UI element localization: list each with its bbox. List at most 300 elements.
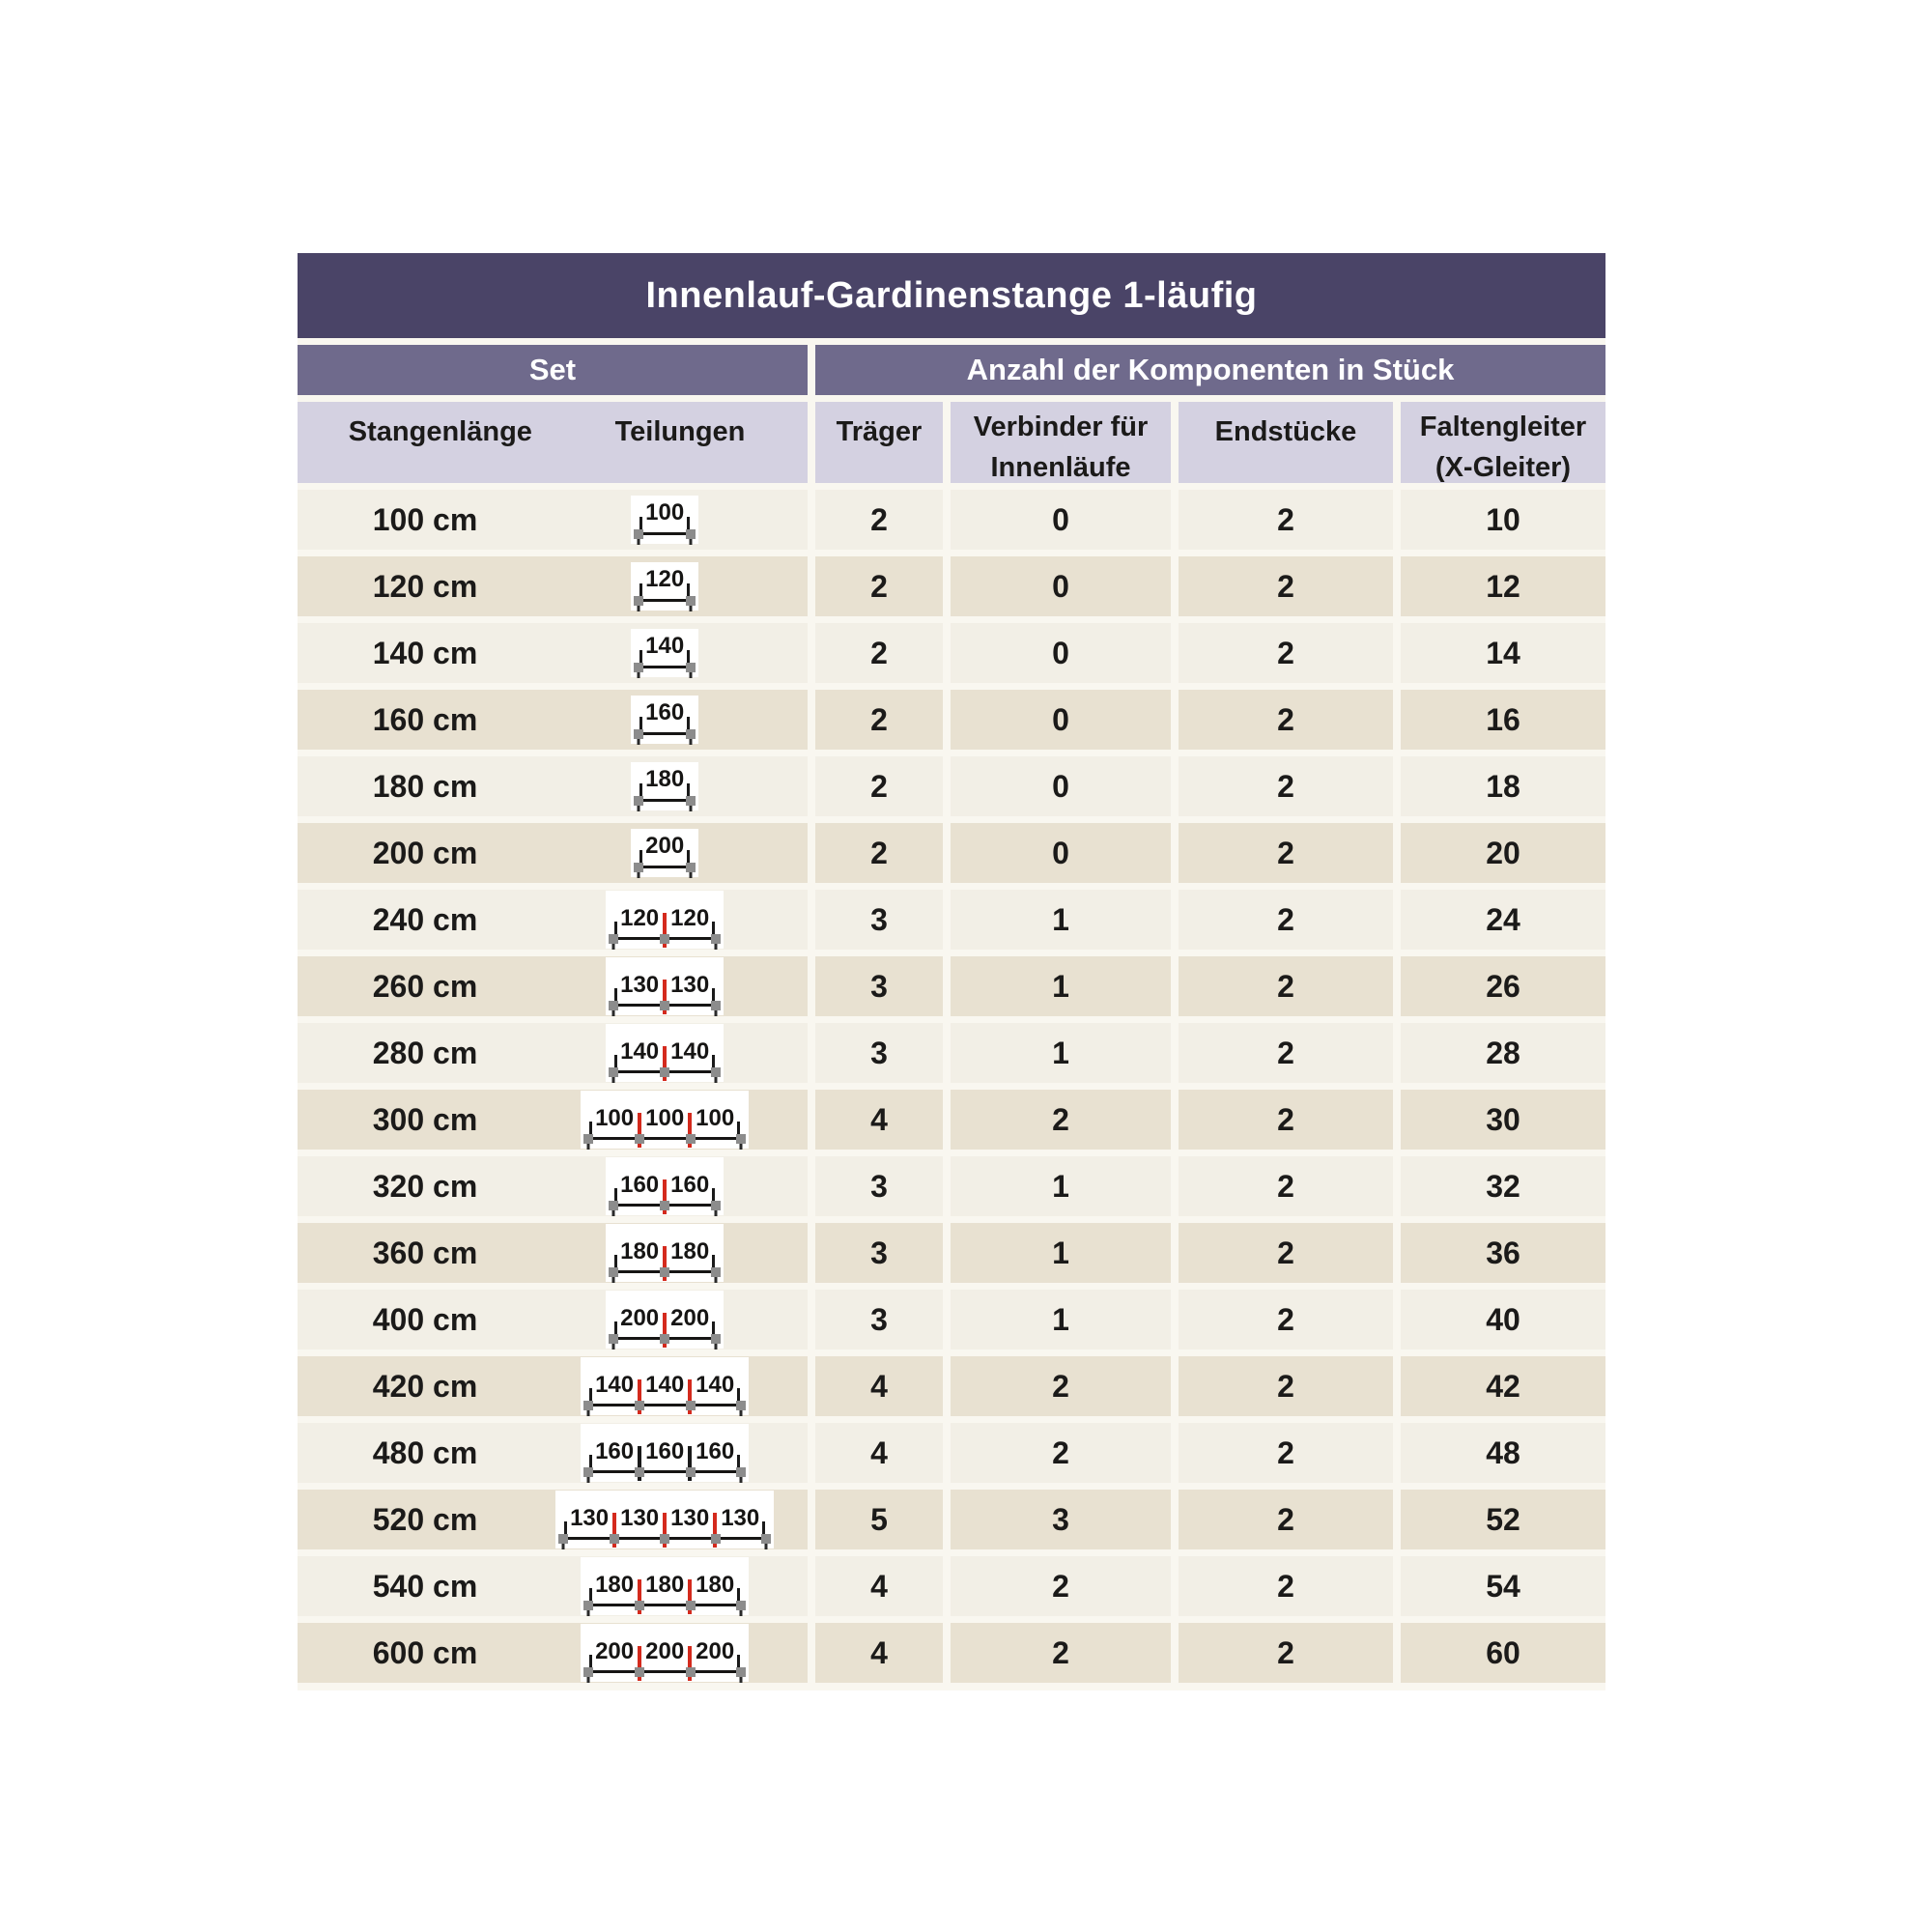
traeger-count: 2 [815, 623, 943, 683]
segment-length-label: 160 [595, 1437, 635, 1464]
teilungen-diagram [606, 957, 724, 1015]
faltengleiter-count: 60 [1401, 1623, 1605, 1683]
segment-length-label: 130 [620, 1504, 660, 1531]
bracket-knob-icon [635, 1467, 644, 1477]
teilungen-diagram-inner [613, 1295, 716, 1330]
traeger-count: 2 [815, 690, 943, 750]
verbinder-count: 1 [951, 1223, 1171, 1283]
bracket-knob-icon [660, 1334, 669, 1344]
segment-length-label: 160 [645, 699, 685, 726]
segment-length-label: 140 [645, 633, 685, 660]
end-stub-icon [612, 1343, 615, 1350]
teilungen-diagram [631, 762, 698, 810]
teilungen-cell [553, 1024, 777, 1082]
teilungen-cell [553, 762, 777, 810]
endstuecke-count: 2 [1179, 1290, 1393, 1350]
segment-length-label: 160 [645, 1437, 685, 1464]
bracket-knob-icon [583, 1134, 593, 1144]
faltengleiter-count: 32 [1401, 1156, 1605, 1216]
verbinder-count: 2 [951, 1356, 1171, 1416]
stangenlaenge-value: 200 cm [372, 835, 478, 870]
stangenlaenge-value: 420 cm [372, 1368, 478, 1404]
rod-line [589, 1670, 740, 1673]
teilungen-cell [553, 1291, 777, 1349]
traeger-count: 2 [815, 556, 943, 616]
column-header-verbinder [951, 402, 1171, 483]
teilungen-diagram-inner [639, 500, 691, 525]
end-stub-icon [638, 871, 640, 878]
table-row-set-cell [298, 1023, 808, 1083]
endstuecke-count: 2 [1179, 1356, 1393, 1416]
teilungen-diagram-inner [613, 962, 716, 997]
rod-line [639, 799, 690, 802]
traeger-count: 3 [815, 956, 943, 1016]
faltengleiter-count: 24 [1401, 890, 1605, 950]
segment-length-label: 200 [645, 833, 685, 860]
bracket-knob-icon [686, 1601, 696, 1610]
endstuecke-count: 2 [1179, 823, 1393, 883]
stangenlaenge-value: 120 cm [372, 568, 478, 604]
end-stub-icon [715, 1276, 718, 1283]
segment-length-label: 140 [645, 1371, 685, 1398]
segment-length-label: 130 [570, 1504, 610, 1531]
teilungen-diagram [606, 1291, 724, 1349]
segment-length-label: 100 [696, 1104, 735, 1131]
end-stub-icon [740, 1609, 743, 1616]
teilungen-diagram [606, 891, 724, 949]
traeger-count: 2 [815, 823, 943, 883]
bracket-knob-icon [711, 1534, 721, 1544]
teilungen-cell [553, 562, 777, 610]
spec-table-grid [298, 253, 1605, 1683]
teilungen-diagram-inner [588, 1095, 741, 1130]
stangenlaenge-value: 400 cm [372, 1301, 478, 1337]
verbinder-count: 0 [951, 623, 1171, 683]
table-row-set-cell [298, 956, 808, 1016]
verbinder-count: 2 [951, 1623, 1171, 1683]
teilungen-diagram [631, 562, 698, 610]
teilungen-cell [553, 1624, 777, 1682]
rod-line [639, 666, 690, 668]
teilungen-cell [553, 829, 777, 876]
segment-length-label: 120 [645, 566, 685, 593]
bracket-knob-icon [634, 796, 643, 806]
stangenlaenge-value: 100 cm [372, 501, 478, 537]
table-title: Innenlauf-Gardinenstange 1-läufig [298, 253, 1605, 338]
teilungen-diagram [581, 1557, 749, 1615]
segment-length-label: 180 [595, 1571, 635, 1598]
traeger-count: 3 [815, 1223, 943, 1283]
verbinder-count: 0 [951, 756, 1171, 816]
endstuecke-count: 2 [1179, 1623, 1393, 1683]
bracket-knob-icon [635, 1401, 644, 1410]
teilungen-diagram-inner [639, 634, 691, 658]
endstuecke-count: 2 [1179, 1490, 1393, 1549]
teilungen-cell [553, 1091, 777, 1149]
endstuecke-count: 2 [1179, 1090, 1393, 1150]
end-stub-icon [587, 1143, 590, 1150]
end-stub-icon [715, 1009, 718, 1016]
table-row-set-cell [298, 1090, 808, 1150]
verbinder-count: 0 [951, 556, 1171, 616]
end-stub-icon [612, 943, 615, 950]
stangenlaenge-value: 360 cm [372, 1235, 478, 1270]
teilungen-diagram [631, 496, 698, 543]
verbinder-count: 2 [951, 1090, 1171, 1150]
traeger-count: 4 [815, 1423, 943, 1483]
segment-length-label: 200 [670, 1304, 710, 1331]
faltengleiter-count: 28 [1401, 1023, 1605, 1083]
traeger-count: 4 [815, 1090, 943, 1150]
bracket-knob-icon [711, 1067, 721, 1077]
bracket-knob-icon [635, 1667, 644, 1677]
column-header-teilungen: Teilungen [614, 416, 746, 447]
traeger-count: 3 [815, 1290, 943, 1350]
verbinder-count: 1 [951, 1156, 1171, 1216]
stangenlaenge-value: 240 cm [372, 901, 478, 937]
endstuecke-count: 2 [1179, 1156, 1393, 1216]
segment-length-label: 130 [721, 1504, 760, 1531]
table-row-set-cell [298, 890, 808, 950]
group-header-components: Anzahl der Komponenten in Stück [815, 345, 1605, 395]
faltengleiter-count: 18 [1401, 756, 1605, 816]
end-stub-icon [740, 1143, 743, 1150]
bracket-knob-icon [609, 1001, 618, 1010]
rod-line [589, 1604, 740, 1606]
rod-line [589, 1470, 740, 1473]
end-stub-icon [765, 1543, 768, 1549]
verbinder-count: 1 [951, 956, 1171, 1016]
stangenlaenge-value: 140 cm [372, 635, 478, 670]
end-stub-icon [562, 1543, 565, 1549]
teilungen-diagram-inner [639, 834, 691, 858]
segment-length-label: 160 [670, 1171, 710, 1198]
bracket-knob-icon [686, 596, 696, 606]
bracket-knob-icon [711, 1201, 721, 1210]
segment-length-label: 200 [595, 1637, 635, 1664]
bracket-knob-icon [635, 1601, 644, 1610]
bracket-knob-icon [660, 934, 669, 944]
bracket-knob-icon [583, 1667, 593, 1677]
stangenlaenge-value: 260 cm [372, 968, 478, 1004]
verbinder-count: 2 [951, 1423, 1171, 1483]
rod-line [639, 532, 690, 535]
bracket-knob-icon [634, 596, 643, 606]
teilungen-cell [553, 1224, 777, 1282]
segment-length-label: 130 [670, 971, 710, 998]
end-stub-icon [690, 805, 693, 811]
faltengleiter-count: 12 [1401, 556, 1605, 616]
end-stub-icon [638, 538, 640, 545]
teilungen-diagram [631, 829, 698, 876]
stangenlaenge-value: 180 cm [372, 768, 478, 804]
table-row-set-cell [298, 490, 808, 550]
column-header-verbinder-line1: Verbinder für [973, 411, 1149, 442]
bracket-knob-icon [711, 934, 721, 944]
bracket-knob-icon [761, 1534, 771, 1544]
faltengleiter-count: 42 [1401, 1356, 1605, 1416]
teilungen-cell [553, 1557, 777, 1615]
endstuecke-count: 2 [1179, 623, 1393, 683]
end-stub-icon [612, 1009, 615, 1016]
bracket-knob-icon [583, 1601, 593, 1610]
endstuecke-count: 2 [1179, 690, 1393, 750]
subheader-set-group [298, 402, 808, 483]
end-stub-icon [740, 1676, 743, 1683]
teilungen-diagram [581, 1624, 749, 1682]
group-header-set: Set [298, 345, 808, 395]
table-row-set-cell [298, 1156, 808, 1216]
stangenlaenge-value: 300 cm [372, 1101, 478, 1137]
end-stub-icon [715, 943, 718, 950]
bracket-knob-icon [686, 1467, 696, 1477]
traeger-count: 3 [815, 1023, 943, 1083]
rod-line [589, 1404, 740, 1406]
end-stub-icon [612, 1076, 615, 1083]
bracket-knob-icon [583, 1401, 593, 1410]
stangenlaenge-value: 600 cm [372, 1634, 478, 1670]
traeger-count: 3 [815, 890, 943, 950]
traeger-count: 4 [815, 1556, 943, 1616]
segment-length-label: 200 [620, 1304, 660, 1331]
end-stub-icon [740, 1409, 743, 1416]
bracket-knob-icon [609, 1201, 618, 1210]
teilungen-diagram-inner [588, 1362, 741, 1397]
teilungen-cell [553, 957, 777, 1015]
bracket-knob-icon [635, 1134, 644, 1144]
bracket-knob-icon [660, 1534, 669, 1544]
segment-length-label: 180 [645, 1571, 685, 1598]
stangenlaenge-value: 520 cm [372, 1501, 478, 1537]
segment-length-label: 140 [595, 1371, 635, 1398]
faltengleiter-count: 10 [1401, 490, 1605, 550]
spec-table [298, 253, 1605, 1690]
stangenlaenge-value: 280 cm [372, 1035, 478, 1070]
traeger-count: 2 [815, 490, 943, 550]
segment-length-label: 100 [595, 1104, 635, 1131]
teilungen-diagram [606, 1224, 724, 1282]
verbinder-count: 1 [951, 1023, 1171, 1083]
teilungen-diagram-inner [588, 1562, 741, 1597]
rod-line [639, 866, 690, 868]
end-stub-icon [690, 538, 693, 545]
faltengleiter-count: 20 [1401, 823, 1605, 883]
teilungen-diagram-inner [613, 895, 716, 930]
segment-length-label: 160 [620, 1171, 660, 1198]
bracket-knob-icon [634, 663, 643, 672]
end-stub-icon [587, 1409, 590, 1416]
faltengleiter-count: 40 [1401, 1290, 1605, 1350]
teilungen-diagram [631, 629, 698, 676]
bracket-knob-icon [609, 1267, 618, 1277]
end-stub-icon [690, 605, 693, 611]
bracket-knob-icon [660, 1267, 669, 1277]
teilungen-diagram [581, 1091, 749, 1149]
end-stub-icon [638, 805, 640, 811]
segment-length-label: 180 [620, 1237, 660, 1264]
bracket-knob-icon [634, 529, 643, 539]
verbinder-count: 2 [951, 1556, 1171, 1616]
faltengleiter-count: 30 [1401, 1090, 1605, 1150]
faltengleiter-count: 16 [1401, 690, 1605, 750]
segment-length-label: 140 [670, 1037, 710, 1065]
end-stub-icon [638, 605, 640, 611]
teilungen-diagram [581, 1424, 749, 1482]
stangenlaenge-value: 320 cm [372, 1168, 478, 1204]
end-stub-icon [715, 1209, 718, 1216]
table-row-set-cell [298, 1290, 808, 1350]
verbinder-count: 1 [951, 1290, 1171, 1350]
teilungen-cell [553, 1357, 777, 1415]
end-stub-icon [638, 738, 640, 745]
column-header-faltengleiter-line2: (X-Gleiter) [1435, 452, 1572, 483]
segment-length-label: 100 [645, 499, 685, 526]
traeger-count: 5 [815, 1490, 943, 1549]
bracket-knob-icon [711, 1334, 721, 1344]
end-stub-icon [715, 1343, 718, 1350]
end-stub-icon [690, 871, 693, 878]
teilungen-diagram-inner [639, 700, 691, 724]
teilungen-cell [553, 629, 777, 676]
end-stub-icon [638, 671, 640, 678]
segment-length-label: 180 [645, 766, 685, 793]
endstuecke-count: 2 [1179, 890, 1393, 950]
end-stub-icon [690, 671, 693, 678]
bracket-knob-icon [711, 1267, 721, 1277]
end-stub-icon [587, 1609, 590, 1616]
bracket-knob-icon [686, 1667, 696, 1677]
end-stub-icon [690, 738, 693, 745]
teilungen-diagram-inner [613, 1229, 716, 1264]
segment-length-label: 130 [620, 971, 660, 998]
bracket-knob-icon [610, 1534, 619, 1544]
endstuecke-count: 2 [1179, 490, 1393, 550]
column-header-stangenlaenge: Stangenlänge [348, 416, 532, 447]
end-stub-icon [587, 1676, 590, 1683]
bracket-knob-icon [736, 1401, 746, 1410]
segment-length-label: 130 [670, 1504, 710, 1531]
endstuecke-count: 2 [1179, 1556, 1393, 1616]
bracket-knob-icon [736, 1134, 746, 1144]
end-stub-icon [612, 1209, 615, 1216]
teilungen-cell [553, 496, 777, 543]
table-row-set-cell [298, 1356, 808, 1416]
teilungen-diagram [606, 1157, 724, 1215]
verbinder-count: 3 [951, 1490, 1171, 1549]
bracket-knob-icon [660, 1201, 669, 1210]
faltengleiter-count: 26 [1401, 956, 1605, 1016]
verbinder-count: 1 [951, 890, 1171, 950]
bracket-knob-icon [583, 1467, 593, 1477]
bracket-knob-icon [686, 663, 696, 672]
teilungen-diagram [606, 1024, 724, 1082]
teilungen-diagram [581, 1357, 749, 1415]
table-row-set-cell [298, 823, 808, 883]
teilungen-diagram [555, 1491, 774, 1548]
faltengleiter-count: 48 [1401, 1423, 1605, 1483]
teilungen-diagram-inner [588, 1629, 741, 1663]
bracket-knob-icon [736, 1467, 746, 1477]
segment-length-label: 180 [670, 1237, 710, 1264]
column-header-faltengleiter [1401, 402, 1605, 483]
bracket-knob-icon [711, 1001, 721, 1010]
column-header-verbinder-line2: Innenläufe [990, 452, 1131, 483]
bracket-knob-icon [634, 863, 643, 872]
table-row-set-cell [298, 1623, 808, 1683]
traeger-count: 2 [815, 756, 943, 816]
end-stub-icon [715, 1076, 718, 1083]
teilungen-diagram-inner [588, 1429, 741, 1463]
column-header-faltengleiter-line1: Faltengleiter [1419, 411, 1587, 442]
table-row-set-cell [298, 1556, 808, 1616]
stangenlaenge-value: 480 cm [372, 1435, 478, 1470]
faltengleiter-count: 36 [1401, 1223, 1605, 1283]
table-row-set-cell [298, 1490, 808, 1549]
teilungen-diagram-inner [639, 767, 691, 791]
rod-line [639, 599, 690, 602]
table-row-set-cell [298, 1223, 808, 1283]
segment-length-label: 120 [670, 904, 710, 931]
verbinder-count: 0 [951, 690, 1171, 750]
teilungen-cell [553, 1157, 777, 1215]
bracket-knob-icon [609, 1334, 618, 1344]
endstuecke-count: 2 [1179, 556, 1393, 616]
stangenlaenge-value: 160 cm [372, 701, 478, 737]
table-row-set-cell [298, 690, 808, 750]
table-row-set-cell [298, 756, 808, 816]
teilungen-diagram-inner [639, 567, 691, 591]
traeger-count: 4 [815, 1356, 943, 1416]
bracket-knob-icon [686, 729, 696, 739]
endstuecke-count: 2 [1179, 756, 1393, 816]
endstuecke-count: 2 [1179, 1223, 1393, 1283]
rod-line [589, 1137, 740, 1140]
bracket-knob-icon [558, 1534, 568, 1544]
segment-length-label: 120 [620, 904, 660, 931]
column-header-traeger: Träger [815, 402, 943, 483]
endstuecke-count: 2 [1179, 1423, 1393, 1483]
segment-length-label: 160 [696, 1437, 735, 1464]
end-stub-icon [740, 1476, 743, 1483]
bracket-knob-icon [686, 529, 696, 539]
end-stub-icon [612, 1276, 615, 1283]
faltengleiter-count: 52 [1401, 1490, 1605, 1549]
segment-length-label: 100 [645, 1104, 685, 1131]
bracket-knob-icon [736, 1667, 746, 1677]
traeger-count: 4 [815, 1623, 943, 1683]
segment-length-label: 140 [696, 1371, 735, 1398]
verbinder-count: 0 [951, 490, 1171, 550]
teilungen-diagram-inner [563, 1495, 766, 1530]
bracket-knob-icon [686, 1401, 696, 1410]
teilungen-cell [553, 891, 777, 949]
teilungen-cell [553, 696, 777, 743]
segment-length-label: 140 [620, 1037, 660, 1065]
bracket-knob-icon [609, 934, 618, 944]
table-row-set-cell [298, 1423, 808, 1483]
teilungen-diagram-inner [613, 1029, 716, 1064]
teilungen-diagram [631, 696, 698, 743]
bracket-knob-icon [686, 1134, 696, 1144]
bracket-knob-icon [660, 1001, 669, 1010]
end-stub-icon [587, 1476, 590, 1483]
faltengleiter-count: 54 [1401, 1556, 1605, 1616]
rod-line [639, 732, 690, 735]
bracket-knob-icon [736, 1601, 746, 1610]
bracket-knob-icon [609, 1067, 618, 1077]
teilungen-cell [553, 1491, 777, 1548]
faltengleiter-count: 14 [1401, 623, 1605, 683]
